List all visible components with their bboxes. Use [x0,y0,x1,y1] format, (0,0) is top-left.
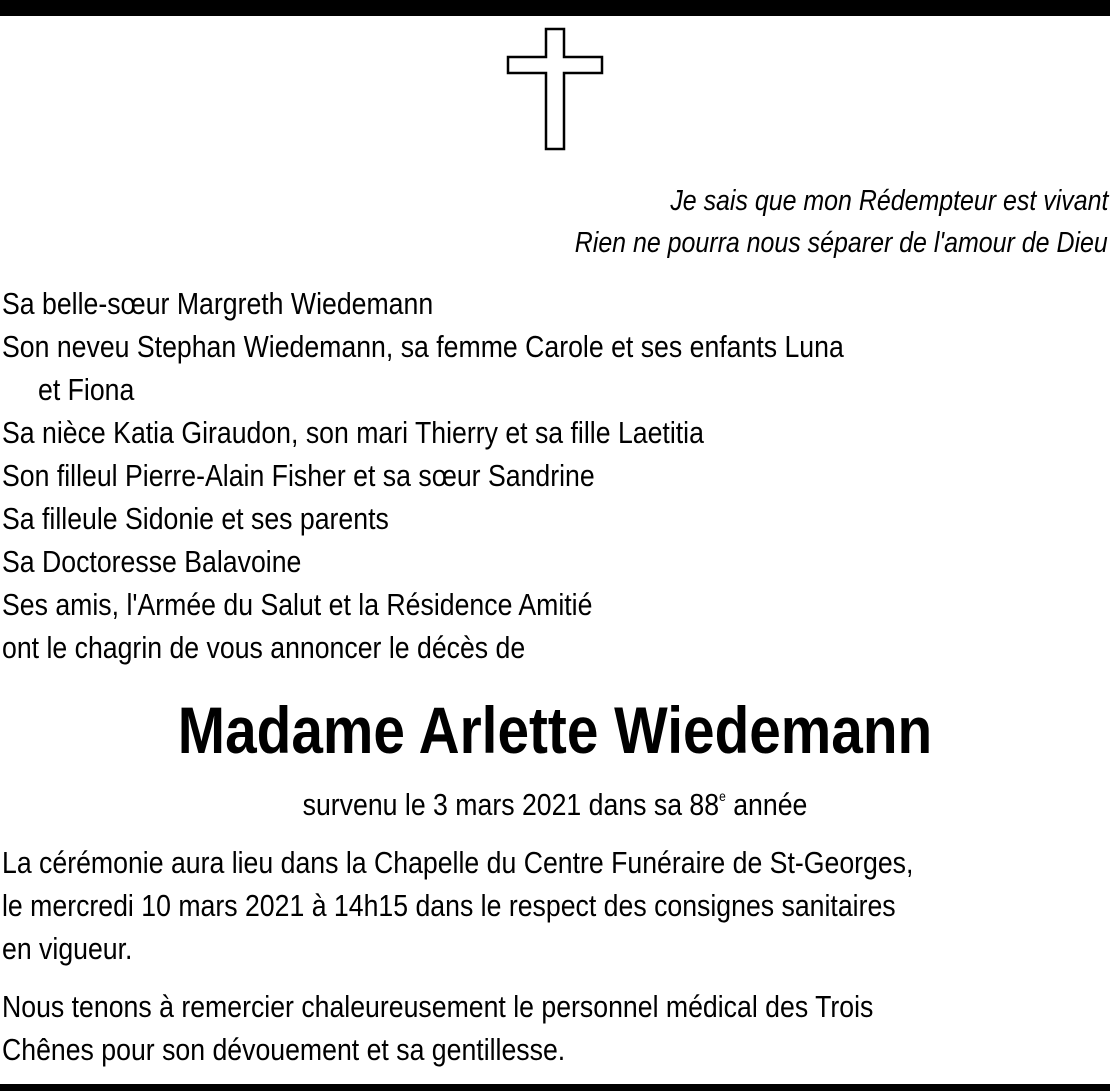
thanks-line: Nous tenons à remercier chaleureusement le personnel médical des Trois [2,989,874,1024]
ordinal-suffix: e [719,788,726,804]
bottom-border [0,1084,1110,1091]
ceremony-line: le mercredi 10 mars 2021 à 14h15 dans le respect des consignes sanitaires [2,888,896,923]
family-line: et Fiona [38,372,135,407]
family-line: Sa filleule Sidonie et ses parents [2,501,389,536]
family-line: Sa belle-sœur Margreth Wiedemann [2,286,434,321]
ceremony-line: La cérémonie aura lieu dans la Chapelle du Centre Funéraire de St-Georges, [2,845,914,880]
family-line: Son neveu Stephan Wiedemann, sa femme Carole et ses enfants Luna [2,329,844,364]
family-line: Son filleul Pierre-Alain Fisher et sa sœur Sandrine [2,458,595,493]
top-border [0,0,1110,16]
family-line: Sa nièce Katia Giraudon, son mari Thierry et sa fille Laetitia [2,415,704,450]
family-line: ont le chagrin de vous annoncer le décès de [2,630,526,665]
death-date-text: survenu le 3 mars 2021 dans sa 88 [302,787,720,822]
ceremony-line: en vigueur. [2,931,133,966]
family-line: Sa Doctoresse Balavoine [2,544,302,579]
thanks-line: Chênes pour son dévouement et sa gentillesse. [2,1032,566,1067]
death-date-suffix: année [725,787,808,822]
verse-line-2: Rien ne pourra nous séparer de l'amour de Dieu [575,227,1108,259]
death-date [78,785,1033,825]
cross-icon [506,27,604,151]
family-line: Ses amis, l'Armée du Salut et la Résidence Amitié [2,587,593,622]
deceased-name: Madame Arlette Wiedemann [177,693,933,767]
verse-line-1: Je sais que mon Rédempteur est vivant [669,185,1108,217]
